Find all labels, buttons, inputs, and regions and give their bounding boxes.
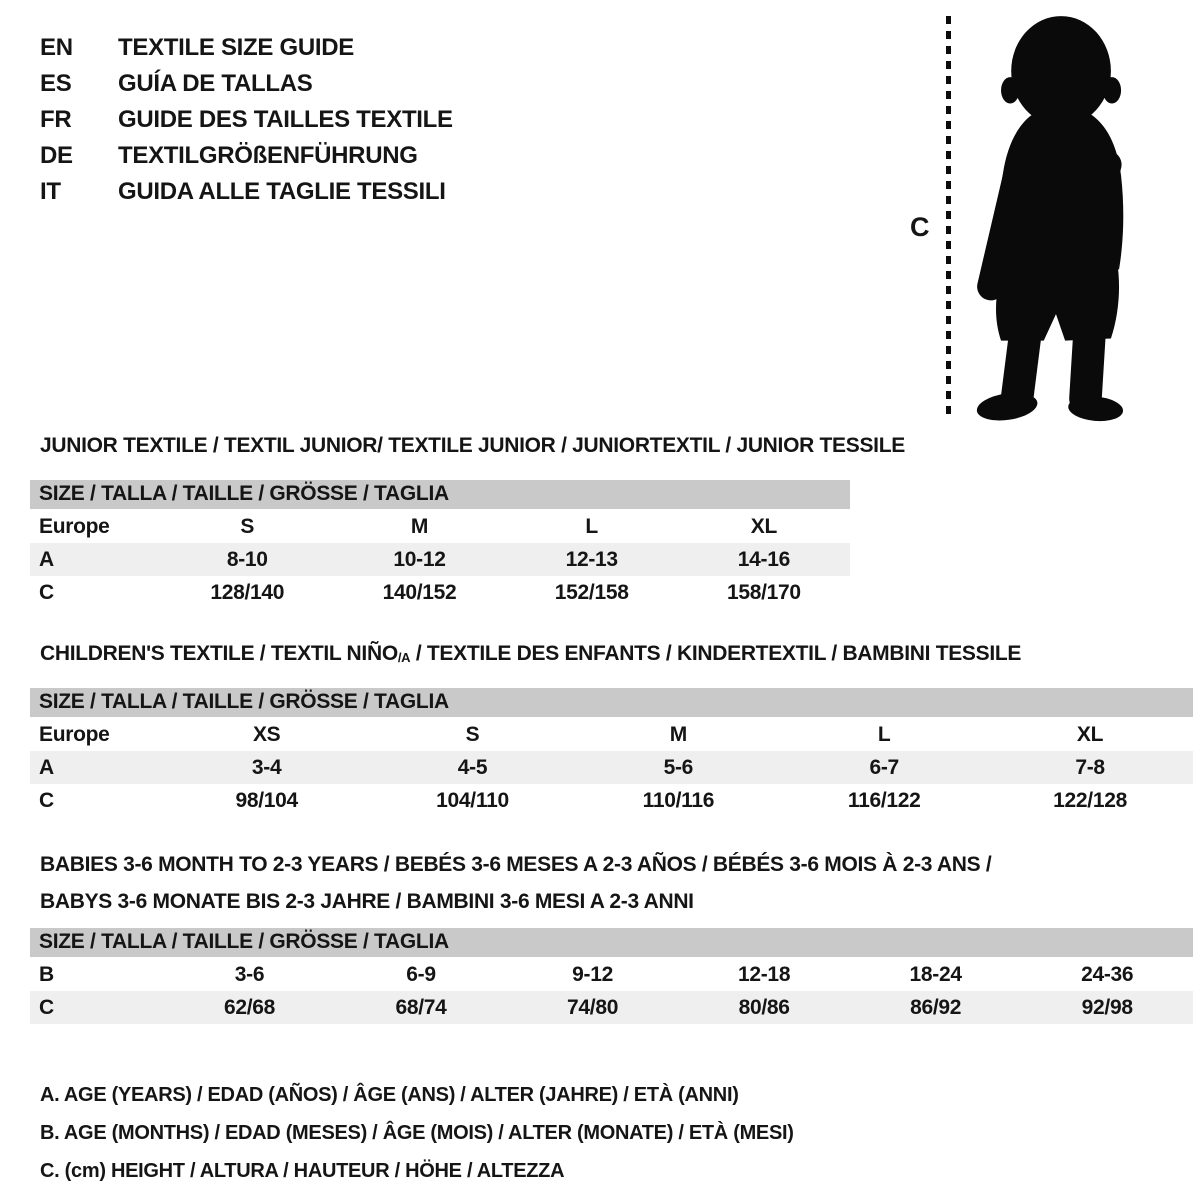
row-label: C xyxy=(39,995,54,1019)
guide-title: TEXTILE SIZE GUIDE xyxy=(118,34,354,61)
children-heading-prefix: CHILDREN'S TEXTILE / TEXTIL NIÑO xyxy=(40,642,398,665)
height-cell: 140/152 xyxy=(382,580,457,604)
row-label: A xyxy=(39,755,54,779)
table-row-height-cm xyxy=(30,991,1193,1024)
size-header-bar: SIZE / TALLA / TAILLE / GRÖSSE / TAGLIA xyxy=(30,928,1193,958)
toddler-silhouette-icon xyxy=(962,12,1154,424)
height-cell: 116/122 xyxy=(847,788,921,812)
children-heading-suffix: / TEXTILE DES ENFANTS / KINDERTEXTIL / BAMBINI TESSILE xyxy=(410,642,1022,665)
age-cell: 3-6 xyxy=(234,963,265,987)
size-cell: S xyxy=(465,723,480,747)
size-header-bar: SIZE / TALLA / TAILLE / GRÖSSE / TAGLIA xyxy=(30,688,1193,718)
babies-heading-line2: BABYS 3-6 MONATE BIS 2-3 JAHRE / BAMBINI 3-6 MESI A 2-3 ANNI xyxy=(40,890,694,913)
size-header-row xyxy=(30,928,1193,958)
language-row xyxy=(40,174,453,210)
age-cell: 14-16 xyxy=(737,547,790,571)
measure-legend xyxy=(40,1076,794,1190)
table-row-height-cm xyxy=(30,784,1193,817)
table-row-europe xyxy=(30,718,1193,751)
junior-section-heading: JUNIOR TEXTILE / TEXTIL JUNIOR/ TEXTILE JUNIOR / JUNIORTEXTIL / JUNIOR TESSILE xyxy=(40,434,905,457)
age-cell: 3-4 xyxy=(251,755,282,779)
size-header-row xyxy=(30,480,850,510)
size-cell: XS xyxy=(252,723,281,747)
height-cell: 92/98 xyxy=(1081,995,1133,1019)
height-cell: 74/80 xyxy=(567,995,619,1019)
row-label: Europe xyxy=(39,723,110,747)
height-cell: 158/170 xyxy=(726,580,801,604)
legend-line-a: A. AGE (YEARS) / EDAD (AÑOS) / ÂGE (ANS) / ALTER (JAHRE) / ETÀ (ANNI) xyxy=(40,1084,739,1106)
babies-section-heading xyxy=(40,846,991,920)
age-cell: 12-13 xyxy=(565,547,618,571)
height-cell: 110/116 xyxy=(642,788,715,812)
table-row-age-years xyxy=(30,751,1193,784)
language-row xyxy=(40,102,453,138)
table-row-height-cm xyxy=(30,576,850,609)
row-label: Europe xyxy=(39,515,110,539)
language-title-list xyxy=(40,30,453,210)
row-label: C xyxy=(39,788,54,812)
language-code: ES xyxy=(40,70,72,97)
age-cell: 8-10 xyxy=(226,547,268,571)
legend-line-c: C. (cm) HEIGHT / ALTURA / HAUTEUR / HÖHE / ALTEZZA xyxy=(40,1160,565,1182)
age-cell: 10-12 xyxy=(393,547,446,571)
size-cell: L xyxy=(585,515,598,539)
age-cell: 24-36 xyxy=(1081,963,1134,987)
size-cell: L xyxy=(877,723,891,747)
size-cell: XL xyxy=(1076,723,1104,747)
size-header-row xyxy=(30,688,1193,718)
age-cell: 12-18 xyxy=(737,963,791,987)
size-cell: M xyxy=(410,515,429,539)
size-cell: M xyxy=(669,723,687,747)
language-code: DE xyxy=(40,142,73,169)
age-cell: 9-12 xyxy=(572,963,613,987)
children-heading-subscript: /A xyxy=(397,650,411,666)
language-row xyxy=(40,66,453,102)
row-label: C xyxy=(39,580,54,604)
height-measure-dashed-line xyxy=(946,16,951,416)
height-cell: 86/92 xyxy=(910,995,962,1019)
age-cell: 6-9 xyxy=(406,963,436,987)
language-code: IT xyxy=(40,178,61,205)
age-cell: 18-24 xyxy=(909,963,962,987)
guide-title: GUÍA DE TALLAS xyxy=(118,70,313,97)
language-row xyxy=(40,138,453,174)
height-cell: 122/128 xyxy=(1053,788,1127,812)
babies-size-table xyxy=(30,928,1193,1024)
guide-title: GUIDE DES TAILLES TEXTILE xyxy=(118,106,453,133)
row-label: B xyxy=(39,963,54,987)
height-cell: 104/110 xyxy=(436,788,509,812)
legend-line-b: B. AGE (MONTHS) / EDAD (MESES) / ÂGE (MOIS) / ALTER (MONATE) / ETÀ (MESI) xyxy=(40,1122,794,1144)
language-row xyxy=(40,30,453,66)
table-row-age-years xyxy=(30,543,850,576)
junior-size-table xyxy=(30,480,850,609)
height-cell: 68/74 xyxy=(395,995,447,1019)
size-cell: S xyxy=(240,515,255,539)
children-section-heading xyxy=(40,642,1021,666)
babies-heading-line1: BABIES 3-6 MONTH TO 2-3 YEARS / BEBÉS 3-6 MESES A 2-3 AÑOS / BÉBÉS 3-6 MOIS À 2-3 ANS / xyxy=(40,853,992,876)
height-measure-label: C xyxy=(910,212,930,242)
children-size-table xyxy=(30,688,1193,817)
row-label: A xyxy=(39,547,54,571)
size-cell: XL xyxy=(750,515,778,539)
height-cell: 80/86 xyxy=(738,995,790,1019)
language-code: FR xyxy=(40,106,72,133)
age-cell: 7-8 xyxy=(1075,755,1105,779)
age-cell: 5-6 xyxy=(663,755,694,779)
language-code: EN xyxy=(40,34,73,61)
table-row-age-months xyxy=(30,958,1193,991)
table-row-europe xyxy=(30,510,850,543)
height-cell: 98/104 xyxy=(235,788,298,812)
guide-title: TEXTILGRÖßENFÜHRUNG xyxy=(118,142,418,169)
age-cell: 4-5 xyxy=(457,755,488,779)
height-cell: 152/158 xyxy=(554,580,629,604)
age-cell: 6-7 xyxy=(869,755,899,779)
height-cell: 128/140 xyxy=(210,580,285,604)
guide-title: GUIDA ALLE TAGLIE TESSILI xyxy=(118,178,446,205)
height-cell: 62/68 xyxy=(223,995,276,1019)
size-header-bar: SIZE / TALLA / TAILLE / GRÖSSE / TAGLIA xyxy=(30,480,850,510)
